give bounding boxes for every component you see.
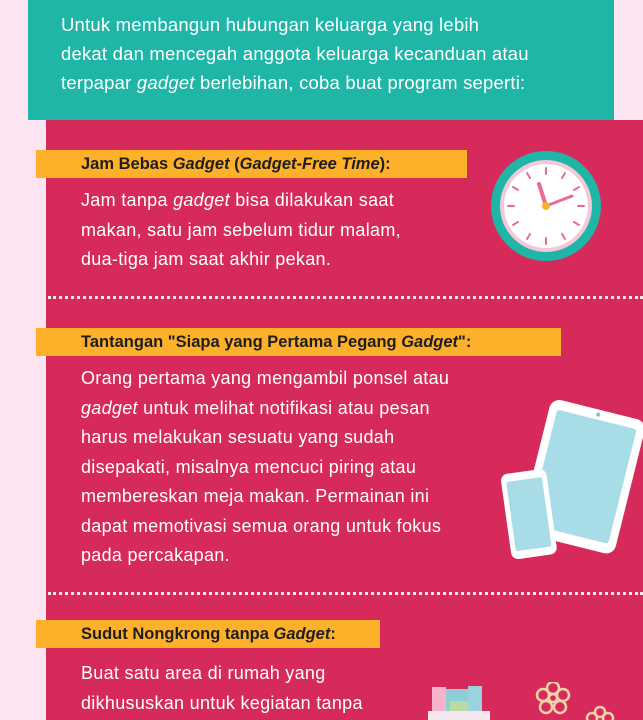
section-2-body bbox=[81, 364, 449, 571]
section-2-heading bbox=[36, 328, 561, 356]
section-1-heading-e: ): bbox=[379, 155, 391, 173]
section-3-body bbox=[81, 659, 363, 718]
section-2-heading-a: Tantangan "Siapa yang Pertama Pegang bbox=[81, 333, 402, 351]
section-1-heading-d: Gadget-Free Time bbox=[239, 155, 380, 173]
intro-line-1: Untuk membangun hubungan keluarga yang lebih bbox=[61, 14, 480, 35]
section-2-line-4: disepakati, misalnya mencuci piring atau bbox=[81, 456, 417, 477]
section-3-heading-a: Sudut Nongkrong tanpa bbox=[81, 625, 274, 643]
section-1-heading bbox=[36, 150, 467, 178]
section-2-line-2 bbox=[81, 394, 449, 424]
section-2-line-7: pada percakapan. bbox=[81, 545, 230, 565]
intro-line-2: dekat dan mencegah anggota keluarga kecanduan atau bbox=[61, 43, 529, 64]
section-3-line-2: dikhususkan untuk kegiatan tanpa bbox=[81, 692, 363, 713]
section-2-line-2-post: untuk melihat notifikasi atau pesan bbox=[137, 397, 430, 418]
intro-line-3-post: berlebihan, coba buat program seperti: bbox=[194, 72, 526, 93]
section-2-heading-c: ": bbox=[458, 333, 472, 351]
section-3-line-1: Buat satu area di rumah yang bbox=[81, 663, 326, 683]
section-3-heading-b: Gadget bbox=[273, 625, 331, 643]
section-2-line-6: dapat memotivasi semua orang untuk fokus bbox=[81, 515, 442, 536]
section-2-line-5: membereskan meja makan. Permainan ini bbox=[81, 486, 430, 506]
clock-icon bbox=[490, 150, 602, 262]
intro-line-3-pre: terpapar bbox=[61, 72, 137, 93]
intro-line-3 bbox=[61, 68, 614, 97]
section-1-line-1-pre: Jam tanpa bbox=[81, 190, 174, 210]
intro-box bbox=[28, 0, 614, 120]
section-1-heading-c: ( bbox=[229, 155, 240, 173]
section-1-line-1-em: gadget bbox=[173, 190, 230, 210]
section-3-heading bbox=[36, 620, 380, 648]
flower-icon bbox=[534, 682, 643, 720]
section-1-heading-a: Jam Bebas bbox=[81, 155, 173, 173]
intro-line-3-em: gadget bbox=[136, 72, 195, 93]
section-1-body bbox=[81, 186, 401, 275]
section-3-heading-c: : bbox=[330, 625, 336, 643]
books-icon bbox=[428, 683, 490, 720]
section-divider-2 bbox=[48, 592, 643, 595]
section-divider-1 bbox=[48, 296, 643, 299]
tablet-phone-icon bbox=[500, 395, 643, 565]
section-1-line-1-post: bisa dilakukan saat bbox=[229, 190, 395, 210]
section-1-heading-b: Gadget bbox=[172, 155, 230, 173]
section-2-line-2-em: gadget bbox=[81, 397, 138, 418]
section-2-heading-b: Gadget bbox=[401, 333, 459, 351]
section-2-line-3: harus melakukan sesuatu yang sudah bbox=[81, 427, 395, 447]
section-1-line-1 bbox=[81, 186, 401, 216]
section-1-line-2: makan, satu jam sebelum tidur malam, bbox=[81, 219, 401, 240]
section-2-line-1: Orang pertama yang mengambil ponsel atau bbox=[81, 368, 450, 388]
section-1-line-3: dua-tiga jam saat akhir pekan. bbox=[81, 249, 332, 269]
